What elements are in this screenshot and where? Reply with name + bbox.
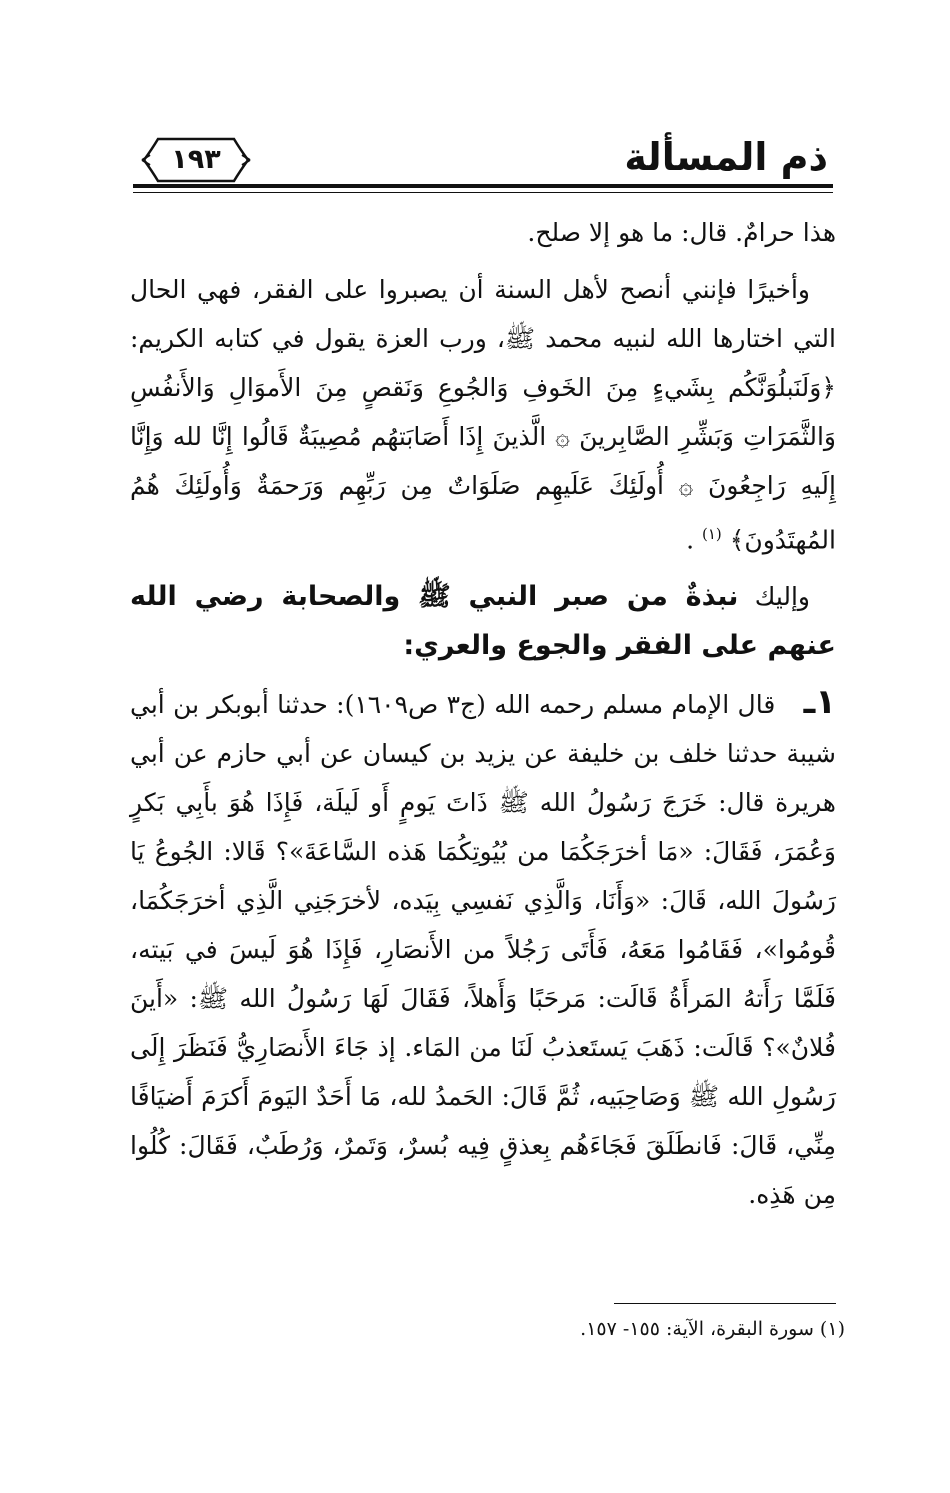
advice-intro: وأخيرًا فإنني أنصح لأهل السنة أن يصبروا على الفقر، فهي الحال التي اختارها الله لنبيه محمد ﷺ، ورب العزة يقول في كتابه الكريم: xyxy=(130,275,836,353)
verse-period: . xyxy=(686,525,695,555)
quran-verse: ﴿وَلَنَبلُوَنَّكُم بِشَيءٍ مِنَ الخَوفِ وَالجُوعِ وَنَقصٍ مِنَ الأَموَالِ وَالأَنفُسِ وَالثَّمَرَاتِ وَبَشِّرِ الصَّابِرينَ ۞ الَّذينَ إِذَا أَصَابَتهُم مُصِيبَةٌ قَالُوا إِنَّا لله وَإِنَّا إِلَيهِ رَاجِعُونَ ۞ أُولَئِكَ عَلَيهِم صَلَوَاتٌ مِن رَبِّهِم وَرَحمَةٌ وَأُولَئِكَ هُمُ المُهتَدُونَ﴾ xyxy=(130,373,836,555)
header-rule-thick xyxy=(133,184,833,188)
heading-bold-text: نبذةٌ من صبر النبي ﷺ والصحابة رضي الله عنهم على الفقر والجوع والعري: xyxy=(130,581,836,662)
advice-paragraph xyxy=(130,265,836,564)
page-number: ١٩٣ xyxy=(171,144,221,175)
heading-lead: وإليك xyxy=(754,582,810,612)
hadith-text: قال الإمام مسلم رحمه الله (ج٣ ص١٦٠٩): حدثنا أبوبكر بن أبي شيبة حدثنا خلف بن خليفة عن يزيد بن كيسان عن أبي حازم عن أبي هريرة قال: خَرَجَ رَسُولُ الله ﷺ ذَاتَ يَومٍ أَو لَيلَة، فَإِذَا هُوَ بأَبِي بَكرٍ وَعُمَرَ، فَقَالَ: «مَا أخرَجَكُمَا من بُيُوتِكُمَا هَذه السَّاعَةَ»؟ قَالا: الجُوعُ يَا رَسُولَ الله، قَالَ: «وَأَنَا، وَالَّذِي نَفسِي بِيَده، لأخرَجَنِي الَّذِي أخرَجَكُمَا، قُومُوا»، فَقَامُوا مَعَهُ، فَأَتَى رَجُلاً من الأَنصَارِ، فَإِذَا هُوَ لَيسَ في بَيته، فَلَمَّا رَأَتهُ المَرأَةُ قَالَت: مَرحَبًا وَأَهلاً، فَقَالَ لَهَا رَسُولُ الله ﷺ: «أَينَ فُلانٌ»؟ قَالَت: ذَهَبَ يَستَعذبُ لَنَا من المَاء. إذ جَاءَ الأَنصَارِيُّ فَنَظَرَ إِلَى رَسُولِ الله ﷺ وَصَاحِبَيه، ثُمَّ قَالَ: الحَمدُ لله، مَا أَحَدٌ اليَومَ أَكرَمَ أَضيَافًا مِنِّي، قَالَ: فَانطَلَقَ فَجَاءَهُم بِعذقٍ فِيه بُسرٌ، وَتَمرٌ، وَرُطَبٌ، فَقَالَ: كُلُوا مِن هَذِه. xyxy=(130,690,836,1210)
page-header xyxy=(0,0,950,200)
header-rule-thin xyxy=(133,192,833,193)
footnote-1: (١) سورة البقرة، الآية: ١٥٥- ١٥٧. xyxy=(580,1318,845,1340)
page-number-badge xyxy=(140,135,252,185)
hadith-item-1 xyxy=(130,678,836,1219)
opening-line: هذا حرامٌ. قال: ما هو إلا صلح. xyxy=(527,218,836,247)
footnote-marker[interactable]: (١) xyxy=(701,525,722,543)
running-title: ذم المسألة xyxy=(624,135,828,179)
main-text xyxy=(130,208,836,1227)
section-heading xyxy=(130,572,836,670)
item-number: ١ـ xyxy=(803,682,837,723)
footnote-separator xyxy=(614,1303,836,1304)
